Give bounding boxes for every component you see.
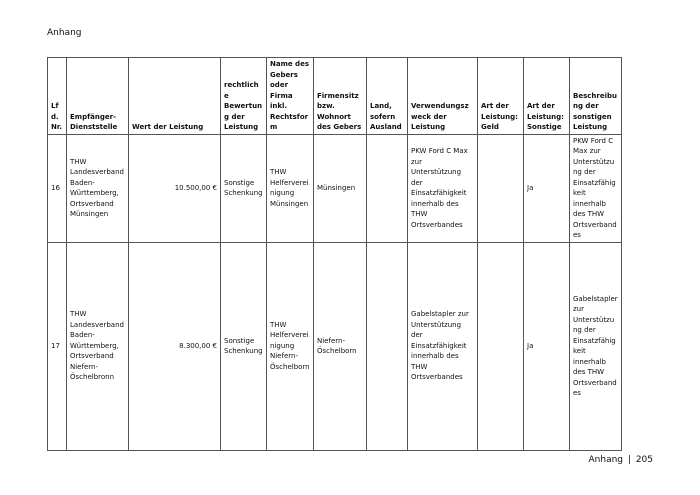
cell-purpose: Gabelstapler zur Unterstützung der Einsatzfähigkeit innerhalb des THW Ortsverbandes	[408, 242, 478, 450]
col-header: Beschreibung der sonstigen Leistung	[570, 58, 622, 135]
cell-country	[367, 134, 408, 242]
cell-seat: Münsingen	[314, 134, 367, 242]
cell-money	[478, 242, 524, 450]
cell-country	[367, 242, 408, 450]
col-header: Land, sofern Ausland	[367, 58, 408, 135]
page-number: 205	[635, 455, 653, 465]
section-title: Anhang	[47, 28, 82, 38]
cell-donor: THW Helfervereinigung Niefern-Öschelborn	[267, 242, 314, 450]
col-header: Verwendungszweck der Leistung	[408, 58, 478, 135]
col-header: rechtliche Bewertung der Leistung	[221, 58, 267, 135]
cell-value: 10.500,00 €	[129, 134, 221, 242]
cell-other: Ja	[524, 242, 570, 450]
table-header-row	[48, 58, 622, 135]
table-row	[48, 134, 622, 242]
footer-separator: |	[627, 455, 631, 465]
cell-nr: 17	[48, 242, 67, 450]
cell-description: Gabelstapler zur Unterstützung der Einsatzfähigkeit innerhalb des THW Ortsverbandes	[570, 242, 622, 450]
footer-section: Anhang	[588, 455, 624, 465]
col-header: Art der Leistung: Geld	[478, 58, 524, 135]
cell-recipient: THW Landesverband Baden-Württemberg, Ortsverband Münsingen	[67, 134, 129, 242]
cell-legal: Sonstige Schenkung	[221, 242, 267, 450]
col-header: Art der Leistung: Sonstige	[524, 58, 570, 135]
cell-purpose: PKW Ford C Max zur Unterstützung der Einsatzfähigkeit innerhalb des THW Ortsverbandes	[408, 134, 478, 242]
cell-donor: THW Helfervereinigung Münsingen	[267, 134, 314, 242]
table-row	[48, 242, 622, 450]
cell-money	[478, 134, 524, 242]
cell-description: PKW Ford C Max zur Unterstützung der Einsatzfähigkeit innerhalb des THW Ortsverbandes	[570, 134, 622, 242]
cell-value: 8.300,00 €	[129, 242, 221, 450]
cell-other: Ja	[524, 134, 570, 242]
col-header: Wert der Leistung	[129, 58, 221, 135]
cell-legal: Sonstige Schenkung	[221, 134, 267, 242]
cell-recipient: THW Landesverband Baden-Württemberg, Ortsverband Niefern-Öschelbronn	[67, 242, 129, 450]
cell-seat: Niefern-Öschelborn	[314, 242, 367, 450]
donations-table	[47, 57, 622, 451]
col-header: Firmensitz bzw. Wohnort des Gebers	[314, 58, 367, 135]
col-header: Lfd. Nr.	[48, 58, 67, 135]
cell-nr: 16	[48, 134, 67, 242]
col-header: Empfänger-Dienststelle	[67, 58, 129, 135]
page-footer	[589, 455, 653, 465]
col-header: Name des Gebers oder Firma inkl. Rechtsform	[267, 58, 314, 135]
